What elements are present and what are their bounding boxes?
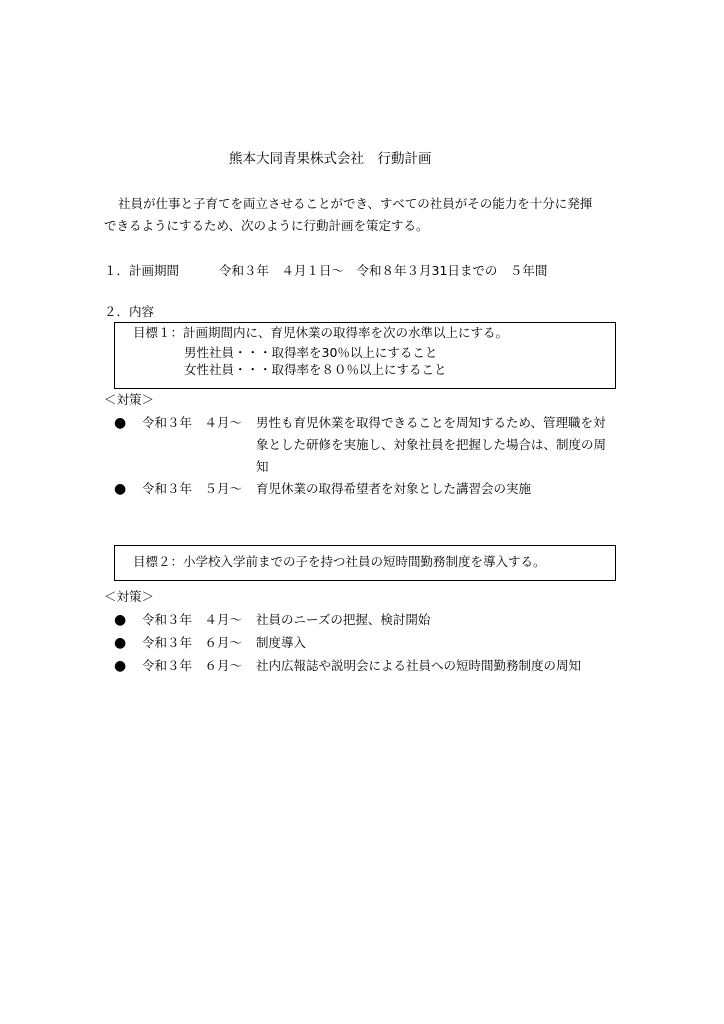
- measure-text-line: 男性も育児休業を取得できることを周知するため、管理職を対: [256, 415, 606, 430]
- document-title: 熊本大同青果株式会社 行動計画: [229, 151, 432, 167]
- measure-date: 令和３年 ４月～: [142, 415, 243, 430]
- plan-period-value: 令和３年 ４月１日～ 令和８年３月31日までの ５年間: [219, 263, 548, 278]
- intro-line-2: できるようにするため、次のように行動計画を策定する。: [104, 218, 429, 233]
- goal-1-male-target: 男性社員・・・取得率を30％以上にすること: [184, 345, 438, 360]
- measure-date: 令和３年 ６月～: [142, 658, 243, 673]
- content-heading: ２．内容: [104, 304, 155, 319]
- intro-line-1: 社員が仕事と子育てを両立させることができ、すべての社員がその能力を十分に発揮: [118, 196, 593, 211]
- bullet-icon: ●: [114, 658, 127, 674]
- measures-1-label: ＜対策＞: [104, 392, 155, 407]
- measure-text: 制度導入: [256, 635, 307, 650]
- measure-date: 令和３年 ５月～: [142, 481, 243, 496]
- bullet-icon: ●: [114, 481, 127, 497]
- measure-text: 育児休業の取得希望者を対象とした講習会の実施: [256, 481, 532, 496]
- measure-date: 令和３年 ６月～: [142, 635, 243, 650]
- goal-2-text: 目標２：小学校入学前までの子を持つ社員の短時間勤務制度を導入する。: [133, 554, 546, 569]
- bullet-icon: ●: [114, 635, 127, 651]
- bullet-icon: ●: [114, 415, 127, 431]
- measure-text: 社員のニーズの把握、検討開始: [256, 612, 431, 627]
- measure-date: 令和３年 ４月～: [142, 612, 243, 627]
- goal-1-female-target: 女性社員・・・取得率を８０％以上にすること: [184, 362, 447, 377]
- goal-1-text: 目標１：計画期間内に、育児休業の取得率を次の水準以上にする。: [133, 325, 509, 340]
- bullet-icon: ●: [114, 612, 127, 628]
- measures-2-label: ＜対策＞: [104, 589, 155, 604]
- measure-text: 社内広報誌や説明会による社員への短時間勤務制度の周知: [256, 658, 582, 673]
- measure-text-line: 象とした研修を実施し、対象社員を把握した場合は、制度の周: [256, 437, 607, 452]
- measure-text-line: 知: [256, 459, 269, 474]
- plan-period-label: １．計画期間: [104, 263, 180, 278]
